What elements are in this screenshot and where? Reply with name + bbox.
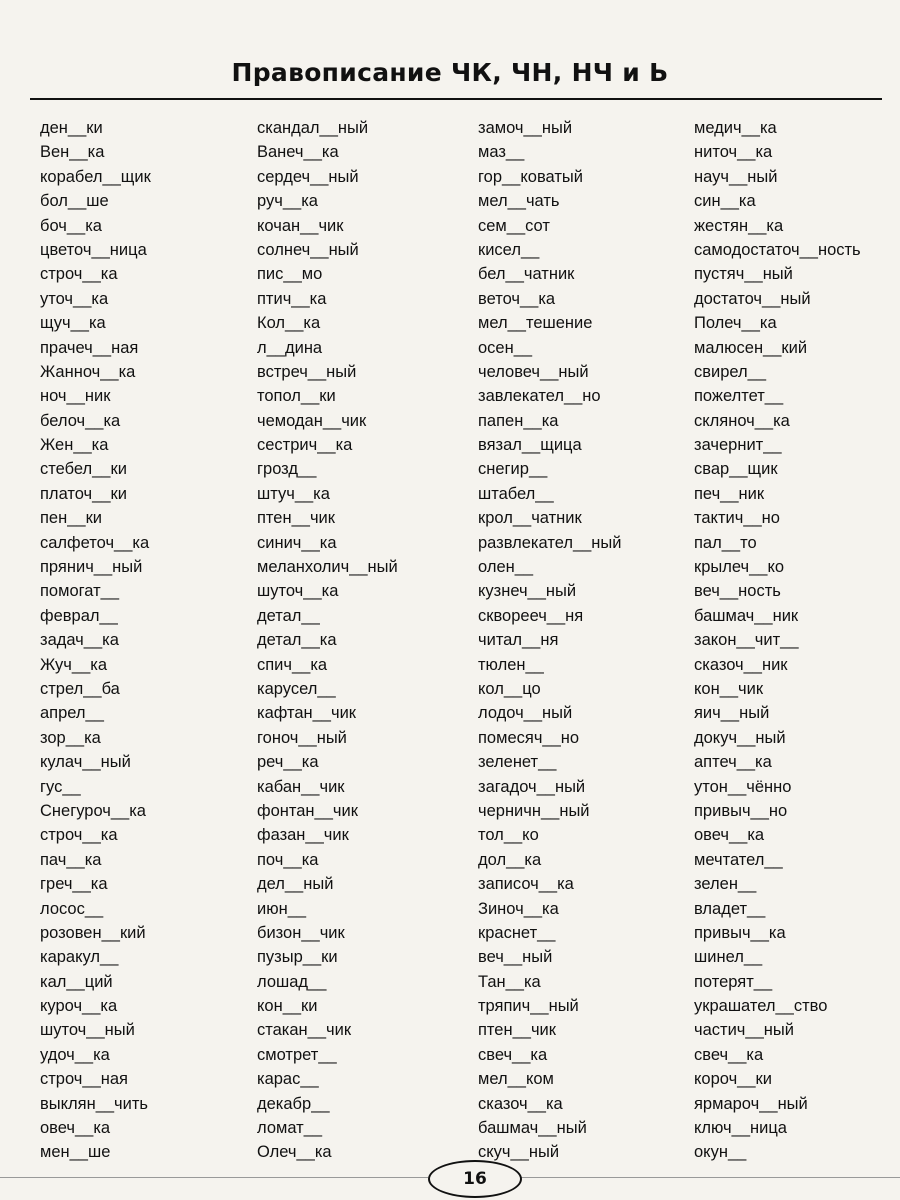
- exercise-word: топол__ки: [257, 387, 336, 406]
- exercise-word: зачернит__: [694, 436, 782, 455]
- exercise-word: украшател__ство: [694, 997, 828, 1016]
- exercise-word: спич__ка: [257, 655, 328, 674]
- exercise-word: помесяч__но: [478, 728, 580, 747]
- exercise-word: реч__ка: [257, 753, 319, 772]
- exercise-word: башмач__ник: [694, 606, 799, 625]
- exercise-word: пал__то: [694, 533, 757, 552]
- exercise-word: штабел__: [478, 484, 554, 503]
- exercise-word: прянич__ный: [40, 558, 143, 577]
- exercise-word: декабр__: [257, 1094, 330, 1113]
- exercise-word: детал__: [257, 606, 320, 625]
- exercise-word: скляноч__ка: [694, 411, 790, 430]
- word-columns: [0, 116, 900, 1166]
- exercise-word: меланхолич__ный: [257, 558, 398, 577]
- exercise-word: ноч__ник: [40, 387, 111, 406]
- exercise-word: зелен__: [694, 875, 757, 894]
- exercise-word: гус__: [40, 777, 81, 796]
- exercise-word: окун__: [694, 1143, 747, 1162]
- exercise-word: докуч__ный: [694, 728, 786, 747]
- exercise-word: боч__ка: [40, 216, 102, 235]
- exercise-word: яич__ный: [694, 704, 770, 723]
- exercise-word: кулач__ный: [40, 753, 131, 772]
- exercise-word: кон__чик: [694, 679, 764, 698]
- exercise-word: строч__ная: [40, 1070, 128, 1089]
- exercise-word: ярмароч__ный: [694, 1094, 808, 1113]
- exercise-word: кабан__чик: [257, 777, 345, 796]
- footer-line-right: [520, 1177, 900, 1178]
- exercise-word: выклян__чить: [40, 1094, 149, 1113]
- exercise-word: смотрет__: [257, 1045, 337, 1064]
- exercise-word: Жен__ка: [40, 436, 109, 455]
- exercise-word: птен__чик: [257, 509, 335, 528]
- exercise-word: скандал__ный: [257, 119, 369, 137]
- exercise-word: тюлен__: [478, 655, 544, 674]
- exercise-word: помогат__: [40, 582, 120, 601]
- exercise-word: белоч__ка: [40, 411, 121, 430]
- exercise-word: стебел__ки: [40, 460, 127, 479]
- exercise-word: человеч__ный: [478, 362, 589, 381]
- exercise-word: загадоч__ный: [478, 777, 586, 796]
- exercise-word: кисел__: [478, 240, 540, 259]
- exercise-word: записоч__ка: [478, 875, 574, 894]
- exercise-word: кафтан__чик: [257, 704, 357, 723]
- exercise-word: птен__чик: [478, 1021, 556, 1040]
- exercise-word: л__дина: [257, 338, 323, 357]
- exercise-word: куроч__ка: [40, 997, 118, 1016]
- exercise-word: детал__ка: [257, 631, 337, 650]
- exercise-word: строч__ка: [40, 265, 118, 284]
- exercise-word: руч__ка: [257, 192, 318, 211]
- exercise-word: сказоч__ник: [694, 655, 788, 674]
- exercise-word: башмач__ный: [478, 1119, 587, 1138]
- exercise-word: свирел__: [694, 362, 767, 381]
- exercise-word: кон__ки: [257, 997, 318, 1016]
- exercise-word: синич__ка: [257, 533, 337, 552]
- exercise-word: бизон__чик: [257, 923, 345, 942]
- page-title: Правописание ЧК, ЧН, НЧ и Ь: [231, 58, 669, 87]
- exercise-word: сердеч__ный: [257, 167, 359, 186]
- exercise-word: феврал__: [40, 606, 118, 625]
- word-column-3: [478, 116, 622, 1165]
- exercise-word: сказоч__ка: [478, 1094, 563, 1113]
- exercise-word: читал__ня: [478, 631, 559, 650]
- exercise-word: штуч__ка: [257, 484, 330, 503]
- exercise-word: зеленет__: [478, 753, 557, 772]
- exercise-word: осен__: [478, 338, 533, 357]
- exercise-word: апрел__: [40, 704, 104, 723]
- exercise-word: вязал__щица: [478, 436, 582, 455]
- word-column-2: [257, 116, 398, 1165]
- exercise-word: сем__сот: [478, 216, 550, 235]
- exercise-word: стакан__чик: [257, 1021, 352, 1040]
- exercise-word: син__ка: [694, 192, 756, 211]
- exercise-word: гоноч__ный: [257, 728, 347, 747]
- exercise-word: веч__ность: [694, 582, 781, 601]
- word-column-1: [40, 116, 151, 1165]
- exercise-word: чемодан__чик: [257, 411, 367, 430]
- exercise-word: пузыр__ки: [257, 948, 338, 967]
- exercise-word: июн__: [257, 899, 307, 918]
- exercise-word: свеч__ка: [478, 1045, 548, 1064]
- exercise-word: частич__ный: [694, 1021, 794, 1040]
- exercise-word: щуч__ка: [40, 314, 106, 333]
- exercise-word: прачеч__ная: [40, 338, 139, 357]
- exercise-word: Вен__ка: [40, 143, 105, 162]
- exercise-word: мел__чать: [478, 192, 560, 211]
- exercise-word: карас__: [257, 1070, 319, 1089]
- exercise-word: снегир__: [478, 460, 548, 479]
- exercise-word: дел__ный: [257, 875, 334, 894]
- exercise-word: корабел__щик: [40, 167, 151, 186]
- exercise-word: фазан__чик: [257, 826, 349, 845]
- exercise-word: стрел__ба: [40, 679, 120, 698]
- exercise-word: Тан__ка: [478, 972, 541, 991]
- exercise-word: пустяч__ный: [694, 265, 793, 284]
- exercise-word: короч__ки: [694, 1070, 772, 1089]
- exercise-word: пен__ки: [40, 509, 103, 528]
- exercise-word: мен__ше: [40, 1143, 111, 1162]
- exercise-word: ломат__: [257, 1119, 323, 1138]
- exercise-word: тол__ко: [478, 826, 539, 845]
- exercise-word: малюсен__кий: [694, 338, 808, 357]
- exercise-word: гор__коватый: [478, 167, 583, 186]
- exercise-word: кочан__чик: [257, 216, 344, 235]
- exercise-word: Олеч__ка: [257, 1143, 332, 1162]
- exercise-word: крол__чатник: [478, 509, 582, 528]
- title-divider: [30, 98, 882, 100]
- exercise-word: розовен__кий: [40, 923, 146, 942]
- exercise-word: потерят__: [694, 972, 773, 991]
- exercise-word: шуточ__ка: [257, 582, 339, 601]
- exercise-word: самодостаточ__ность: [694, 240, 861, 259]
- exercise-word: бол__ше: [40, 192, 109, 211]
- exercise-word: Зиноч__ка: [478, 899, 559, 918]
- exercise-word: бел__чатник: [478, 265, 575, 284]
- exercise-word: лошад__: [257, 972, 327, 991]
- exercise-word: медич__ка: [694, 119, 777, 137]
- exercise-word: мел__тешение: [478, 314, 593, 333]
- exercise-word: мечтател__: [694, 850, 783, 869]
- exercise-word: олен__: [478, 558, 534, 577]
- exercise-word: привыч__но: [694, 801, 788, 820]
- exercise-word: пач__ка: [40, 850, 102, 869]
- exercise-word: овеч__ка: [40, 1119, 111, 1138]
- exercise-word: поч__ка: [257, 850, 319, 869]
- exercise-word: уточ__ка: [40, 289, 109, 308]
- exercise-word: замоч__ный: [478, 119, 573, 137]
- exercise-word: ден__ки: [40, 119, 103, 137]
- exercise-word: краснет__: [478, 923, 556, 942]
- exercise-word: свар__щик: [694, 460, 778, 479]
- exercise-word: кал__ций: [40, 972, 113, 991]
- exercise-word: тряпич__ный: [478, 997, 579, 1016]
- exercise-word: грозд__: [257, 460, 317, 479]
- exercise-word: веч__ный: [478, 948, 553, 967]
- exercise-word: карусел__: [257, 679, 336, 698]
- exercise-word: встреч__ный: [257, 362, 357, 381]
- exercise-word: Жуч__ка: [40, 655, 108, 674]
- exercise-word: лосос__: [40, 899, 104, 918]
- exercise-word: салфеточ__ка: [40, 533, 150, 552]
- exercise-word: задач__ка: [40, 631, 119, 650]
- exercise-word: Ванеч__ка: [257, 143, 339, 162]
- word-column-4: [694, 116, 861, 1165]
- exercise-word: Жанноч__ка: [40, 362, 136, 381]
- exercise-word: овеч__ка: [694, 826, 765, 845]
- exercise-word: черничн__ный: [478, 801, 590, 820]
- exercise-word: ключ__ница: [694, 1119, 787, 1138]
- exercise-word: лодоч__ный: [478, 704, 573, 723]
- exercise-word: завлекател__но: [478, 387, 601, 406]
- exercise-word: скворееч__ня: [478, 606, 584, 625]
- exercise-word: сестрич__ка: [257, 436, 353, 455]
- exercise-word: дол__ка: [478, 850, 542, 869]
- exercise-word: скуч__ный: [478, 1143, 560, 1162]
- exercise-word: шинел__: [694, 948, 763, 967]
- exercise-word: кузнеч__ный: [478, 582, 577, 601]
- exercise-word: фонтан__чик: [257, 801, 358, 820]
- exercise-word: зор__ка: [40, 728, 101, 747]
- exercise-word: каракул__: [40, 948, 119, 967]
- exercise-word: солнеч__ный: [257, 240, 359, 259]
- exercise-word: птич__ка: [257, 289, 327, 308]
- exercise-word: пис__мо: [257, 265, 323, 284]
- exercise-word: ниточ__ка: [694, 143, 773, 162]
- exercise-word: веточ__ка: [478, 289, 556, 308]
- exercise-word: цветоч__ница: [40, 240, 147, 259]
- exercise-word: достаточ__ный: [694, 289, 811, 308]
- page-number: 16: [463, 1169, 487, 1189]
- exercise-word: шуточ__ный: [40, 1021, 135, 1040]
- exercise-word: жестян__ка: [694, 216, 784, 235]
- exercise-word: свеч__ка: [694, 1045, 764, 1064]
- exercise-word: папен__ка: [478, 411, 559, 430]
- exercise-word: крылеч__ко: [694, 558, 785, 577]
- exercise-word: маз__: [478, 143, 525, 162]
- exercise-word: печ__ник: [694, 484, 765, 503]
- exercise-word: удоч__ка: [40, 1045, 110, 1064]
- exercise-word: строч__ка: [40, 826, 118, 845]
- exercise-word: науч__ный: [694, 167, 778, 186]
- exercise-word: привыч__ка: [694, 923, 786, 942]
- exercise-word: закон__чит__: [694, 631, 799, 650]
- exercise-word: тактич__но: [694, 509, 780, 528]
- exercise-word: аптеч__ка: [694, 753, 772, 772]
- exercise-word: владет__: [694, 899, 766, 918]
- exercise-word: утон__чённо: [694, 777, 792, 796]
- exercise-word: пожелтет__: [694, 387, 784, 406]
- exercise-word: греч__ка: [40, 875, 108, 894]
- exercise-word: Полеч__ка: [694, 314, 777, 333]
- exercise-word: Снегуроч__ка: [40, 801, 146, 820]
- exercise-word: Кол__ка: [257, 314, 321, 333]
- exercise-word: кол__цо: [478, 679, 541, 698]
- exercise-word: платоч__ки: [40, 484, 127, 503]
- page-number-badge: [428, 1160, 522, 1198]
- footer-line-left: [0, 1177, 428, 1178]
- exercise-word: мел__ком: [478, 1070, 554, 1089]
- exercise-word: развлекател__ный: [478, 533, 622, 552]
